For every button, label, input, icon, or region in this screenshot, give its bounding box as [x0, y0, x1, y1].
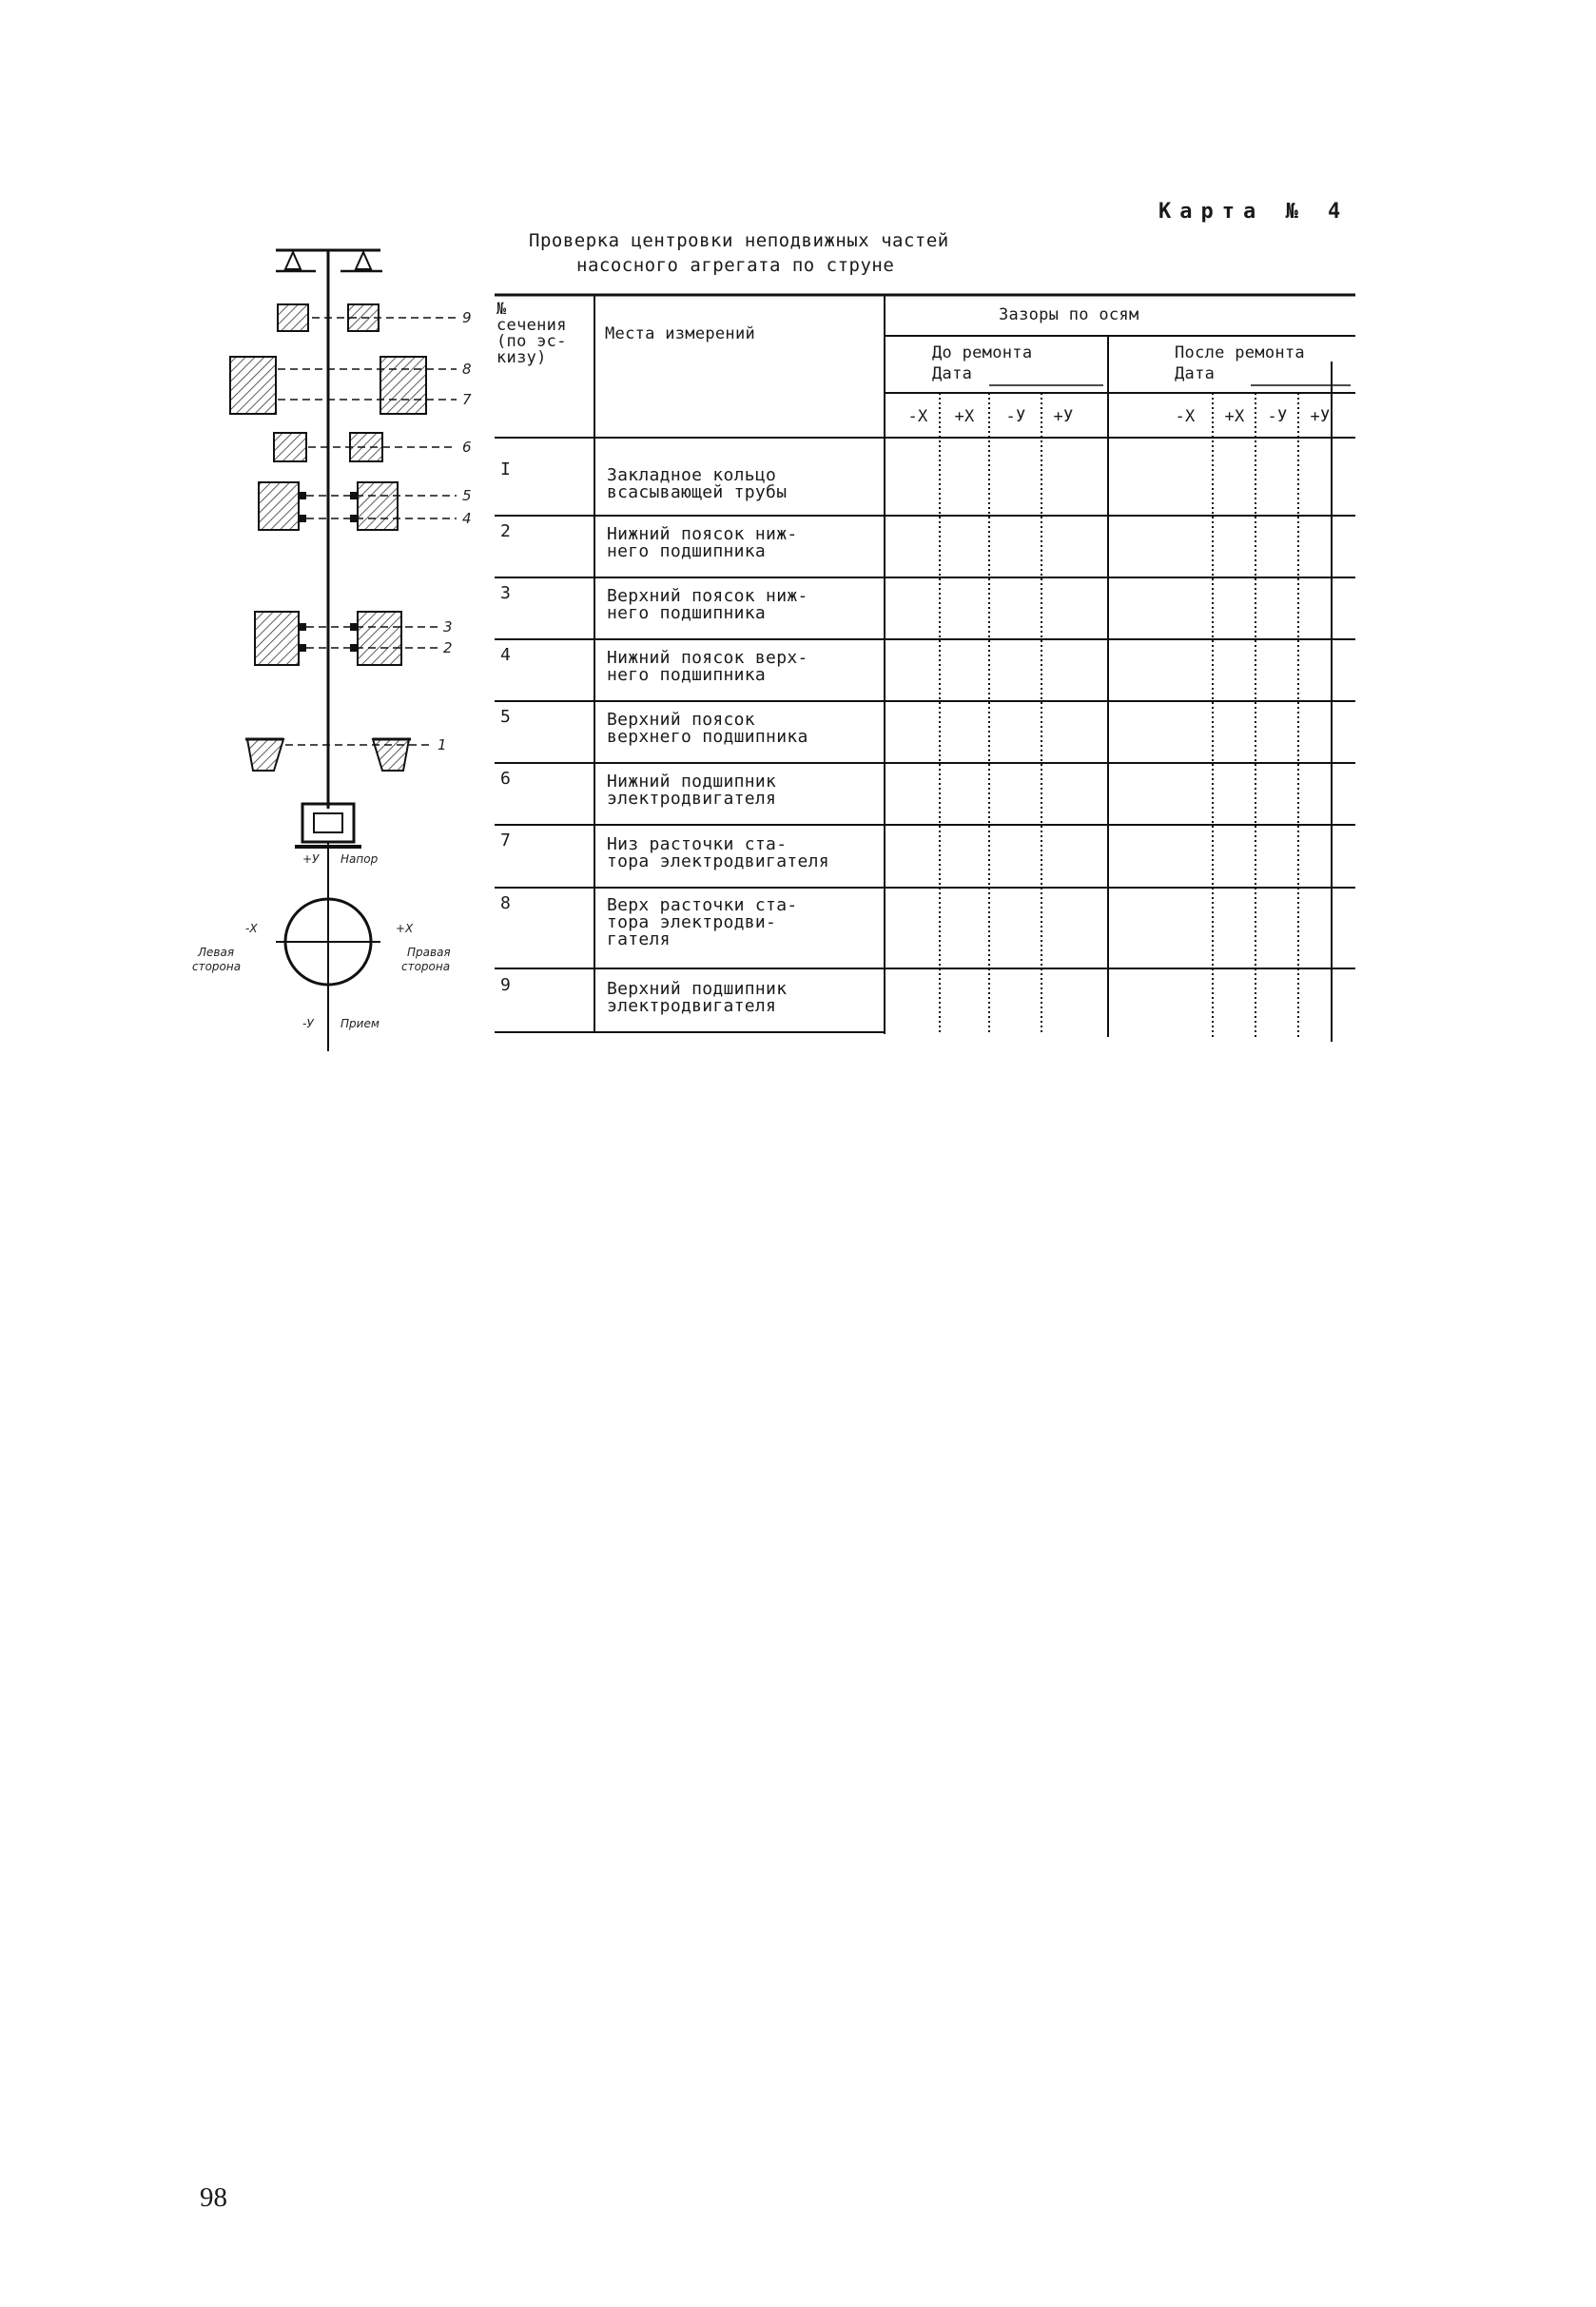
axis-label-plus-x: +Х — [396, 922, 414, 935]
axis-label-minus-x-side-1: Левая — [198, 946, 235, 959]
header-section-number: № сечения (по эс- кизу) — [496, 300, 567, 367]
row-1-place: Закладное кольцо всасывающей трубы — [607, 465, 788, 502]
section-number-3: 3 — [443, 618, 453, 635]
row-2-number: 2 — [500, 521, 512, 541]
axis-header-after-minus-y: -У — [1267, 407, 1288, 426]
axis-label-minus-y-side: Прием — [341, 1017, 380, 1030]
row-7-place: Низ расточки ста- тора электродвигателя — [607, 834, 829, 871]
row-3-place: Верхний поясок ниж- него подшипника — [607, 586, 808, 623]
axis-header-after-plus-x: +Х — [1224, 407, 1245, 426]
section-number-1: 1 — [438, 736, 447, 753]
section-number-2: 2 — [443, 639, 453, 656]
row-6-number: 6 — [500, 769, 512, 789]
axis-header-after-minus-x: -Х — [1175, 407, 1196, 426]
page-number: 98 — [200, 2182, 227, 2213]
section-number-6: 6 — [462, 439, 472, 456]
row-1-number: I — [500, 459, 512, 479]
title-line-1: Проверка центровки неподвижных частей — [529, 230, 949, 251]
axis-header-before-minus-x: -Х — [907, 407, 928, 426]
row-4-place: Нижний поясок верх- него подшипника — [607, 648, 808, 685]
row-8-number: 8 — [500, 893, 512, 913]
row-5-place: Верхний поясок верхнего подшипника — [607, 710, 808, 747]
row-5-number: 5 — [500, 707, 512, 727]
header-after-repair: После ремонта — [1175, 343, 1305, 362]
row-3-number: 3 — [500, 583, 512, 603]
axis-label-plus-x-side-1: Правая — [407, 946, 451, 959]
section-number-4: 4 — [462, 510, 472, 527]
row-9-place: Верхний подшипник электродвигателя — [607, 979, 788, 1016]
header-measurement-place: Места измерений — [605, 324, 756, 343]
row-8-place: Верх расточки ста- тора электродви- гателя — [607, 895, 798, 949]
axis-header-after-plus-y: +У — [1310, 407, 1331, 426]
axis-header-before-plus-x: +Х — [954, 407, 975, 426]
row-7-number: 7 — [500, 831, 512, 850]
title-line-2: насосного агрегата по струне — [576, 255, 895, 276]
axis-label-plus-y: +У — [302, 852, 320, 866]
header-before-date: Дата — [932, 364, 973, 383]
section-number-7: 7 — [462, 391, 472, 408]
axis-label-minus-y: -У — [302, 1017, 314, 1030]
row-9-number: 9 — [500, 975, 512, 995]
header-gaps-by-axes: Зазоры по осям — [999, 305, 1139, 324]
card-label: Карта № 4 — [1158, 200, 1350, 224]
header-before-repair: До ремонта — [932, 343, 1033, 362]
document-title — [529, 228, 949, 278]
measurement-table — [495, 290, 1355, 1046]
section-number-9: 9 — [462, 309, 472, 326]
row-4-number: 4 — [500, 645, 512, 665]
axis-label-minus-x: -Х — [245, 922, 258, 935]
axis-label-minus-x-side-2: сторона — [192, 960, 242, 973]
section-number-8: 8 — [462, 361, 472, 378]
axis-label-plus-x-side-2: сторона — [401, 960, 451, 973]
pump-unit-diagram — [171, 233, 485, 1051]
header-after-date: Дата — [1175, 364, 1216, 383]
axis-header-before-minus-y: -У — [1005, 407, 1026, 426]
axis-label-plus-y-side: Напор — [341, 852, 379, 866]
section-number-5: 5 — [462, 487, 472, 504]
row-2-place: Нижний поясок ниж- него подшипника — [607, 524, 798, 561]
row-6-place: Нижний подшипник электродвигателя — [607, 772, 777, 809]
axis-header-before-plus-y: +У — [1053, 407, 1074, 426]
